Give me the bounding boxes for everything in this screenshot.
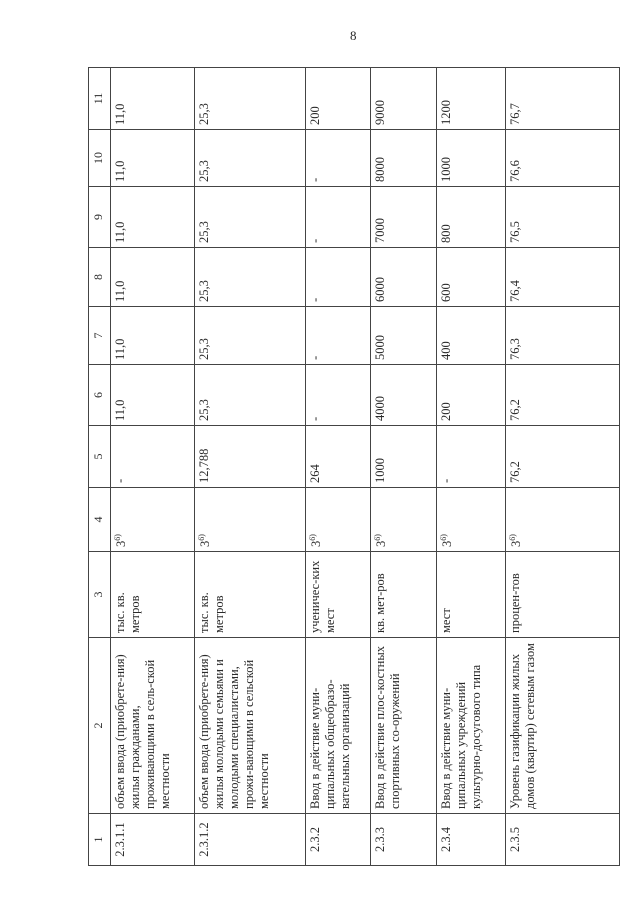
value-cell: 4000 <box>371 365 437 426</box>
value-cell: 400 <box>437 307 506 365</box>
column-number: 3 <box>89 552 111 638</box>
value-cell: - <box>306 307 371 365</box>
value-cell: 76,2 <box>506 426 620 488</box>
value-cell: 76,7 <box>506 68 620 130</box>
row-ref <box>437 488 506 552</box>
row-name: объем ввода (приобрете-ния) жилья гражданами, проживающими в сель-ской местности <box>111 638 195 814</box>
page-number: 8 <box>350 28 357 43</box>
header-row <box>89 68 111 866</box>
value-cell: 76,3 <box>506 307 620 365</box>
ref-footnote: 6) <box>197 534 206 541</box>
value-cell: 76,6 <box>506 130 620 187</box>
row-code: 2.3.1.2 <box>195 814 306 866</box>
ref-number: 3 <box>440 540 455 547</box>
value-cell: 800 <box>437 187 506 248</box>
value-cell: 1000 <box>437 130 506 187</box>
row-name: объем ввода (приобрете-ния) жилья молодыми семьями и молодыми специалистами, прожи-вающими в сельской местности <box>195 638 306 814</box>
ref-number: 3 <box>114 540 129 547</box>
column-number: 4 <box>89 488 111 552</box>
row-ref <box>195 488 306 552</box>
row-code: 2.3.2 <box>306 814 371 866</box>
value-cell: 25,3 <box>195 365 306 426</box>
value-cell: 11,0 <box>111 248 195 307</box>
table-row <box>111 68 195 866</box>
row-name: Уровень газификации жилых домов (квартир) сетевым газом <box>506 638 620 814</box>
table-area <box>88 68 619 866</box>
value-cell: - <box>111 426 195 488</box>
ref-footnote: 6) <box>113 534 122 541</box>
value-cell: 76,4 <box>506 248 620 307</box>
indicators-table <box>88 67 620 866</box>
ref-number: 3 <box>509 540 524 547</box>
value-cell: - <box>306 248 371 307</box>
row-ref <box>306 488 371 552</box>
column-number: 5 <box>89 426 111 488</box>
value-cell: 200 <box>306 68 371 130</box>
table-row <box>195 68 306 866</box>
row-name: Ввод в действие муни-ципальных общеобразо-вательных организаций <box>306 638 371 814</box>
value-cell: 264 <box>306 426 371 488</box>
column-number: 11 <box>89 68 111 130</box>
ref-footnote: 6) <box>308 534 317 541</box>
row-name: Ввод в действие муни-ципальных учреждений культурно-досугового типа <box>437 638 506 814</box>
value-cell: 11,0 <box>111 68 195 130</box>
value-cell: 5000 <box>371 307 437 365</box>
value-cell: 11,0 <box>111 307 195 365</box>
row-name: Ввод в действие плос-костных спортивных со-оружений <box>371 638 437 814</box>
column-number: 2 <box>89 638 111 814</box>
value-cell: - <box>306 187 371 248</box>
column-number: 8 <box>89 248 111 307</box>
value-cell: 12,788 <box>195 426 306 488</box>
table-row <box>371 68 437 866</box>
value-cell: 1000 <box>371 426 437 488</box>
value-cell: 25,3 <box>195 307 306 365</box>
value-cell: 76,5 <box>506 187 620 248</box>
column-number: 1 <box>89 814 111 866</box>
column-number: 10 <box>89 130 111 187</box>
value-cell: 25,3 <box>195 130 306 187</box>
row-code: 2.3.1.1 <box>111 814 195 866</box>
value-cell: 8000 <box>371 130 437 187</box>
row-code: 2.3.4 <box>437 814 506 866</box>
row-ref <box>111 488 195 552</box>
ref-footnote: 6) <box>439 534 448 541</box>
ref-number: 3 <box>198 540 213 547</box>
table-row <box>437 68 506 866</box>
value-cell: 25,3 <box>195 187 306 248</box>
row-code: 2.3.3 <box>371 814 437 866</box>
column-number: 7 <box>89 307 111 365</box>
value-cell: 11,0 <box>111 187 195 248</box>
value-cell: 25,3 <box>195 248 306 307</box>
value-cell: 200 <box>437 365 506 426</box>
row-unit: процен-тов <box>506 552 620 638</box>
value-cell: 600 <box>437 248 506 307</box>
row-unit: тыс. кв. метров <box>111 552 195 638</box>
value-cell: 9000 <box>371 68 437 130</box>
value-cell: 6000 <box>371 248 437 307</box>
column-number: 6 <box>89 365 111 426</box>
value-cell: - <box>306 130 371 187</box>
ref-footnote: 6) <box>508 534 517 541</box>
value-cell: 1200 <box>437 68 506 130</box>
rotated-table-container <box>88 68 619 866</box>
row-unit: кв. мет-ров <box>371 552 437 638</box>
row-unit: ученичес-ких мест <box>306 552 371 638</box>
row-unit: мест <box>437 552 506 638</box>
value-cell: 7000 <box>371 187 437 248</box>
row-ref <box>371 488 437 552</box>
table-row <box>506 68 620 866</box>
row-unit: тыс. кв. метров <box>195 552 306 638</box>
ref-number: 3 <box>374 540 389 547</box>
value-cell: 76,2 <box>506 365 620 426</box>
row-ref <box>506 488 620 552</box>
row-code: 2.3.5 <box>506 814 620 866</box>
value-cell: 11,0 <box>111 130 195 187</box>
value-cell: 11,0 <box>111 365 195 426</box>
table-row <box>306 68 371 866</box>
value-cell: 25,3 <box>195 68 306 130</box>
value-cell: - <box>306 365 371 426</box>
ref-number: 3 <box>309 540 324 547</box>
column-number: 9 <box>89 187 111 248</box>
ref-footnote: 6) <box>373 534 382 541</box>
value-cell: - <box>437 426 506 488</box>
